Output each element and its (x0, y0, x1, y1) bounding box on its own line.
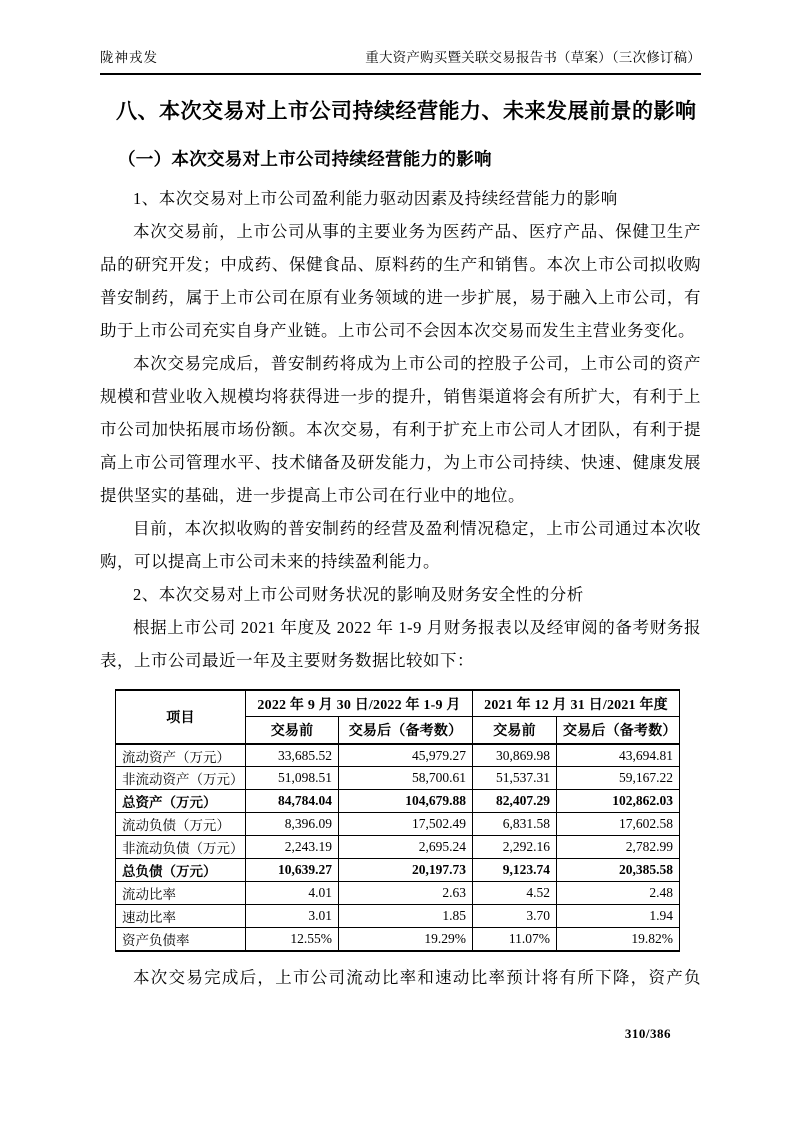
table-row (116, 744, 680, 767)
col-header-post-2022: 交易后（备考数） (339, 717, 473, 744)
row-value: 82,407.29 (473, 790, 557, 813)
row-value: 12.55% (246, 928, 339, 951)
item-1-heading: 1、本次交易对上市公司盈利能力驱动因素及持续经营能力的影响 (133, 188, 618, 208)
row-label: 流动负债（万元） (116, 813, 246, 836)
paragraph-5: 本次交易完成后，上市公司流动比率和速动比率预计将有所下降，资产负 (133, 967, 701, 987)
row-value: 2,695.24 (339, 836, 473, 859)
paragraph-2: 本次交易完成后，普安制药将成为上市公司的控股子公司，上市公司的资产规模和营业收入规模均将获得进一步的提升，销售渠道将会有所扩大，有利于上市公司加快拓展市场份额。本次交易，有利于扩充上市公司人才团队，有利于提高上市公司管理水平、技术储备及研发能力，为上市公司持续、快速、健康发展提供坚实的基础，进一步提高上市公司在行业中的地位。 (100, 353, 701, 505)
col-header-post-2021: 交易后（备考数） (557, 717, 680, 744)
row-value: 19.82% (557, 928, 680, 951)
row-label: 资产负债率 (116, 928, 246, 951)
row-value: 1.85 (339, 905, 473, 928)
section-heading: 八、本次交易对上市公司持续经营能力、未来发展前景的影响 (116, 100, 697, 123)
row-value: 19.29% (339, 928, 473, 951)
paragraph-4: 根据上市公司 2021 年度及 2022 年 1-9 月财务报表以及经审阅的备考财务报表，上市公司最近一年及主要财务数据比较如下： (100, 617, 701, 670)
table-row (116, 859, 680, 882)
row-value: 2,292.16 (473, 836, 557, 859)
header-company-name: 陇神戎发 (100, 50, 158, 65)
row-value: 102,862.03 (557, 790, 680, 813)
header-document-title: 重大资产购买暨关联交易报告书（草案）（三次修订稿） (365, 50, 701, 65)
row-value: 45,979.27 (339, 744, 473, 767)
running-header (100, 0, 701, 75)
table-row (116, 767, 680, 790)
table-row (116, 813, 680, 836)
row-value: 10,639.27 (246, 859, 339, 882)
row-value: 4.52 (473, 882, 557, 905)
row-value: 20,385.58 (557, 859, 680, 882)
row-label: 非流动资产（万元） (116, 767, 246, 790)
row-value: 58,700.61 (339, 767, 473, 790)
row-value: 30,869.98 (473, 744, 557, 767)
col-group-2021: 2021 年 12 月 31 日/2021 年度 (473, 690, 680, 717)
paragraph-3: 目前，本次拟收购的普安制药的经营及盈利情况稳定，上市公司通过本次收购，可以提高上市公司未来的持续盈利能力。 (100, 518, 701, 571)
row-value: 20,197.73 (339, 859, 473, 882)
row-value: 59,167.22 (557, 767, 680, 790)
row-value: 8,396.09 (246, 813, 339, 836)
row-value: 6,831.58 (473, 813, 557, 836)
row-label: 流动比率 (116, 882, 246, 905)
row-value: 2.63 (339, 882, 473, 905)
row-value: 104,679.88 (339, 790, 473, 813)
row-value: 51,098.51 (246, 767, 339, 790)
row-label: 非流动负债（万元） (116, 836, 246, 859)
row-label: 总负债（万元） (116, 859, 246, 882)
body-text-continued (100, 961, 701, 994)
table-row (116, 882, 680, 905)
row-value: 17,602.58 (557, 813, 680, 836)
table-row (116, 928, 680, 951)
table-group-header-row (116, 690, 680, 717)
subsection-heading: （一）本次交易对上市公司持续经营能力的影响 (118, 149, 492, 170)
col-group-2022: 2022 年 9 月 30 日/2022 年 1-9 月 (246, 690, 473, 717)
row-value: 3.01 (246, 905, 339, 928)
row-value: 51,537.31 (473, 767, 557, 790)
body-text (100, 182, 701, 677)
col-header-pre-2021: 交易前 (473, 717, 557, 744)
page-number: 310/386 (624, 1026, 671, 1041)
row-value: 11.07% (473, 928, 557, 951)
col-header-item: 项目 (116, 690, 246, 744)
row-label: 速动比率 (116, 905, 246, 928)
item-2-heading: 2、本次交易对上市公司财务状况的影响及财务安全性的分析 (133, 584, 584, 604)
row-value: 2.48 (557, 882, 680, 905)
row-label: 流动资产（万元） (116, 744, 246, 767)
col-header-pre-2022: 交易前 (246, 717, 339, 744)
row-value: 1.94 (557, 905, 680, 928)
row-value: 33,685.52 (246, 744, 339, 767)
row-value: 4.01 (246, 882, 339, 905)
paragraph-1: 本次交易前，上市公司从事的主要业务为医药产品、医疗产品、保健卫生产品的研究开发；中成药、保健食品、原料药的生产和销售。本次上市公司拟收购普安制药，属于上市公司在原有业务领域的进一步扩展，易于融入上市公司，有助于上市公司充实自身产业链。上市公司不会因本次交易而发生主营业务变化。 (100, 221, 701, 340)
row-value: 2,243.19 (246, 836, 339, 859)
row-value: 17,502.49 (339, 813, 473, 836)
row-value: 9,123.74 (473, 859, 557, 882)
row-value: 2,782.99 (557, 836, 680, 859)
row-value: 84,784.04 (246, 790, 339, 813)
table-row (116, 836, 680, 859)
table-row (116, 790, 680, 813)
row-value: 43,694.81 (557, 744, 680, 767)
row-value: 3.70 (473, 905, 557, 928)
table-row (116, 905, 680, 928)
row-label: 总资产（万元） (116, 790, 246, 813)
financial-comparison-table (115, 689, 680, 952)
